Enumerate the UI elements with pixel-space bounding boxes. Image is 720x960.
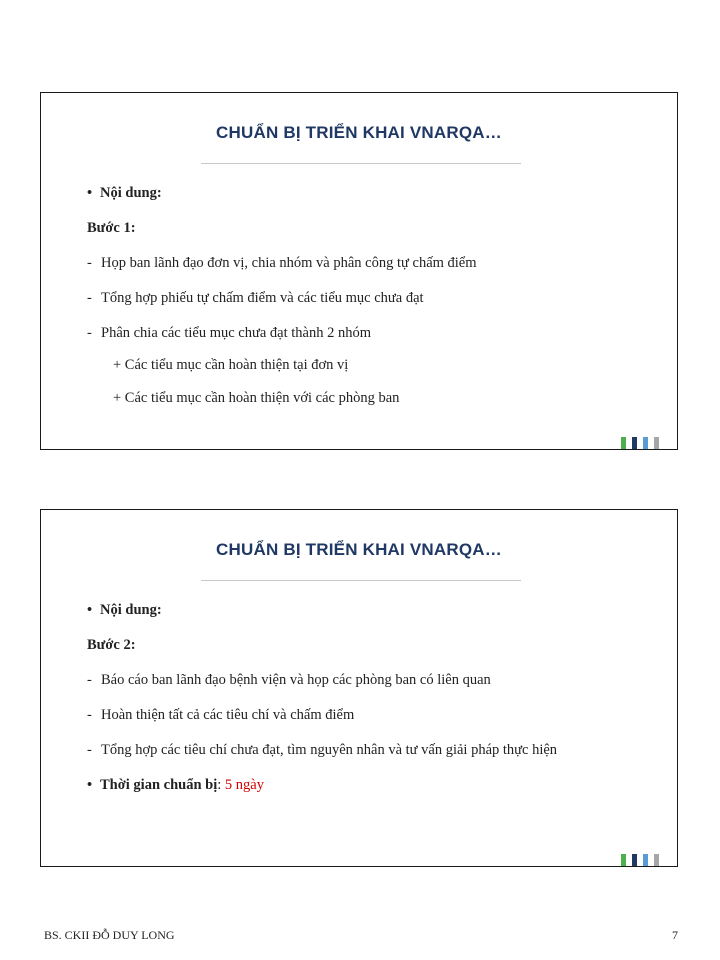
title-divider: [201, 580, 521, 581]
dash-icon: -: [87, 742, 92, 758]
list-item: - Tổng hợp các tiêu chí chưa đạt, tìm nguyên nhân và tư vấn giải pháp thực hiện: [87, 742, 558, 758]
step-label: Bước 2:: [87, 637, 136, 653]
title-divider: [201, 163, 521, 164]
slide-title: CHUẨN BỊ TRIỂN KHAI VNARQA…: [216, 123, 502, 142]
content-heading: • Nội dung:: [87, 185, 162, 201]
list-item: - Phân chia các tiểu mục chưa đạt thành 2 nhóm: [87, 325, 371, 341]
prep-time-label: Thời gian chuẩn bị: [100, 777, 218, 793]
bullet-icon: •: [87, 602, 93, 618]
prep-time-value: 5 ngày: [224, 777, 264, 793]
list-item: - Hoàn thiện tất cả các tiêu chí và chấm điểm: [87, 707, 355, 723]
decoration-bars: [621, 854, 659, 866]
decoration-bars: [621, 437, 659, 449]
bullet-icon: •: [87, 777, 93, 793]
dash-icon: -: [87, 325, 92, 341]
slide-2: [40, 509, 678, 867]
prep-time: • Thời gian chuẩn bị: 5 ngày: [87, 777, 264, 793]
dash-icon: -: [87, 290, 92, 306]
step-label: Bước 1:: [87, 220, 136, 236]
sub-item: + Các tiểu mục cần hoàn thiện với các phòng ban: [113, 390, 400, 406]
content-heading: • Nội dung:: [87, 602, 162, 618]
list-item: - Họp ban lãnh đạo đơn vị, chia nhóm và phân công tự chấm điểm: [87, 255, 477, 271]
list-item: - Tổng hợp phiếu tự chấm điểm và các tiểu mục chưa đạt: [87, 290, 424, 306]
dash-icon: -: [87, 255, 92, 271]
footer-author: BS. CKII ĐỖ DUY LONG: [44, 928, 175, 942]
dash-icon: -: [87, 707, 92, 723]
slide-title: CHUẨN BỊ TRIỂN KHAI VNARQA…: [216, 540, 502, 559]
page-number: 7: [672, 928, 678, 942]
dash-icon: -: [87, 672, 92, 688]
bullet-icon: •: [87, 185, 93, 201]
list-item: - Báo cáo ban lãnh đạo bệnh viện và họp các phòng ban có liên quan: [87, 672, 491, 688]
slide-1: [40, 92, 678, 450]
sub-item: + Các tiểu mục cần hoàn thiện tại đơn vị: [113, 357, 349, 373]
